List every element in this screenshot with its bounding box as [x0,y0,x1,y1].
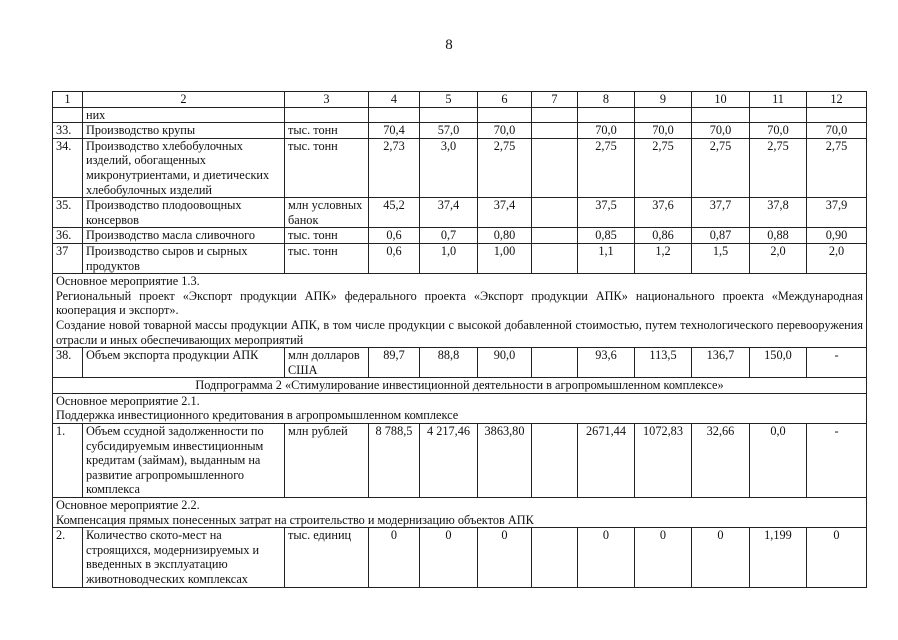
table-cell: тыс. единиц [285,528,369,587]
table-cell: 0,85 [578,228,635,244]
table-cell: 93,6 [578,348,635,378]
table-row [53,228,867,244]
table-cell: 2,75 [692,138,750,197]
table-cell: 0,88 [750,228,807,244]
table-cell: 45,2 [369,198,420,228]
table-cell [532,348,578,378]
table-cell [532,424,578,498]
table-cell [478,107,532,123]
table-cell: них [83,107,285,123]
table-cell: 37,4 [420,198,478,228]
table-cell: 70,0 [750,123,807,139]
table-cell [532,243,578,273]
column-header: 1 [53,92,83,108]
table-cell: - [807,424,867,498]
table-cell [578,107,635,123]
table-cell: 0,87 [692,228,750,244]
table-cell: 0,80 [478,228,532,244]
section-row [53,393,867,423]
section-line: Подпрограмма 2 «Стимулирование инвестиционной деятельности в агропромышленном комплексе» [195,378,724,393]
table-cell [532,123,578,139]
table-cell [750,107,807,123]
table-row [53,528,867,587]
table-cell: 113,5 [635,348,692,378]
table-cell: 2,75 [750,138,807,197]
section-line: Региональный проект «Экспорт продукции АПК» федерального проекта «Экспорт продукции АПК» национального проекта «Международная кооперация и экспорт». [56,288,863,318]
section-row [53,498,867,528]
table-cell: Объем экспорта продукции АПК [83,348,285,378]
table-cell: 2,75 [635,138,692,197]
section-row [53,378,867,394]
section-line: Основное мероприятие 1.3. [56,274,200,289]
table-cell: 37,7 [692,198,750,228]
table-cell: Производство крупы [83,123,285,139]
table-cell: 2. [53,528,83,587]
table-cell [532,107,578,123]
table-cell: 37,4 [478,198,532,228]
table-cell [532,528,578,587]
table-cell: 1,5 [692,243,750,273]
table-cell [692,107,750,123]
table-row [53,198,867,228]
table-cell: 1,00 [478,243,532,273]
table-cell: - [807,348,867,378]
table-cell: тыс. тонн [285,243,369,273]
table-cell: 0,6 [369,228,420,244]
table-cell: 0,6 [369,243,420,273]
table-cell: 88,8 [420,348,478,378]
section-line: Основное мероприятие 2.2. [56,498,200,513]
table-cell: 0 [692,528,750,587]
table-cell: Производство сыров и сырных продуктов [83,243,285,273]
table-cell: 90,0 [478,348,532,378]
table-cell: 1. [53,424,83,498]
table-cell: 4 217,46 [420,424,478,498]
section-line: Основное мероприятие 2.1. [56,393,200,408]
table-row [53,138,867,197]
table-cell: 2,73 [369,138,420,197]
section-heading [53,378,867,394]
column-header: 12 [807,92,867,108]
column-header: 9 [635,92,692,108]
table-cell: млн долларов США [285,348,369,378]
column-header: 7 [532,92,578,108]
column-header: 11 [750,92,807,108]
table-cell: 0,86 [635,228,692,244]
column-header: 5 [420,92,478,108]
column-header: 2 [83,92,285,108]
table-cell: 70,0 [807,123,867,139]
table-cell: 1072,83 [635,424,692,498]
table-row [53,123,867,139]
table-row [53,424,867,498]
table-cell: 2671,44 [578,424,635,498]
table-cell: тыс. тонн [285,138,369,197]
column-header: 10 [692,92,750,108]
table-cell: 0,90 [807,228,867,244]
section-heading [53,393,867,423]
table-row [53,348,867,378]
indicators-table [52,91,867,588]
table-cell: Количество ското-мест на строящихся, модернизируемых и введенных в эксплуатацию животноводческих комплексах [83,528,285,587]
table-cell: 1,2 [635,243,692,273]
table-cell: 37 [53,243,83,273]
table-cell: 37,6 [635,198,692,228]
section-heading [53,498,867,528]
table-cell: 37,8 [750,198,807,228]
table-cell: 0 [420,528,478,587]
table-cell [532,198,578,228]
table-cell [285,107,369,123]
table-cell: тыс. тонн [285,123,369,139]
table-cell: 70,0 [578,123,635,139]
table-cell: 37,9 [807,198,867,228]
table-cell: тыс. тонн [285,228,369,244]
table-cell: 70,0 [692,123,750,139]
table-cell: млн рублей [285,424,369,498]
table-cell: 1,199 [750,528,807,587]
table-cell: 0,7 [420,228,478,244]
header-row [53,92,867,108]
table-cell: Производство хлебобулочных изделий, обогащенных микронутриентами, и диетических хлебобулочных изделий [83,138,285,197]
table-cell: 1,0 [420,243,478,273]
table-row [53,107,867,123]
table-cell: 3,0 [420,138,478,197]
table-cell: 37,5 [578,198,635,228]
table-cell: 32,66 [692,424,750,498]
table-cell: 33. [53,123,83,139]
table-cell: Объем ссудной задолженности по субсидируемым инвестиционным кредитам (займам), выданным на развитие агропромышленного комплекса [83,424,285,498]
page-number: 8 [445,37,453,53]
table-cell: 2,75 [478,138,532,197]
table-row [53,243,867,273]
table-cell: 0 [807,528,867,587]
table-cell: 0 [478,528,532,587]
table-cell: 0 [578,528,635,587]
table-cell: 36. [53,228,83,244]
table-cell: 2,0 [750,243,807,273]
table-cell [635,107,692,123]
table-cell: 136,7 [692,348,750,378]
table-cell: Производство плодоовощных консервов [83,198,285,228]
table-cell: 3863,80 [478,424,532,498]
table-cell [532,138,578,197]
table-cell: 0 [369,528,420,587]
table-cell: 2,75 [807,138,867,197]
column-header: 3 [285,92,369,108]
table-cell [53,107,83,123]
table-cell: 34. [53,138,83,197]
table-cell [420,107,478,123]
section-line: Компенсация прямых понесенных затрат на строительство и модернизацию объектов АПК [56,512,534,527]
table-cell: 70,4 [369,123,420,139]
table-cell: 0 [635,528,692,587]
column-header: 8 [578,92,635,108]
table-cell: 57,0 [420,123,478,139]
table-cell: 70,0 [635,123,692,139]
table-cell: 70,0 [478,123,532,139]
table-cell: 38. [53,348,83,378]
table-cell [369,107,420,123]
table-cell [807,107,867,123]
table-cell: 0,0 [750,424,807,498]
table-cell: 8 788,5 [369,424,420,498]
table-cell: 1,1 [578,243,635,273]
section-line: Поддержка инвестиционного кредитования в агропромышленном комплексе [56,408,459,423]
table-cell: 89,7 [369,348,420,378]
table-cell: 150,0 [750,348,807,378]
column-header: 6 [478,92,532,108]
table-cell: млн условных банок [285,198,369,228]
table-cell: 35. [53,198,83,228]
section-row [53,274,867,348]
table-cell: Производство масла сливочного [83,228,285,244]
section-heading [53,274,867,348]
table-cell [532,228,578,244]
section-line: Создание новой товарной массы продукции АПК, в том числе продукции с высокой добавленной стоимостью, путем технологического перевооружения отрасли и иных обеспечивающих мероприятий [56,317,863,347]
table-cell: 2,75 [578,138,635,197]
table-cell: 2,0 [807,243,867,273]
column-header: 4 [369,92,420,108]
